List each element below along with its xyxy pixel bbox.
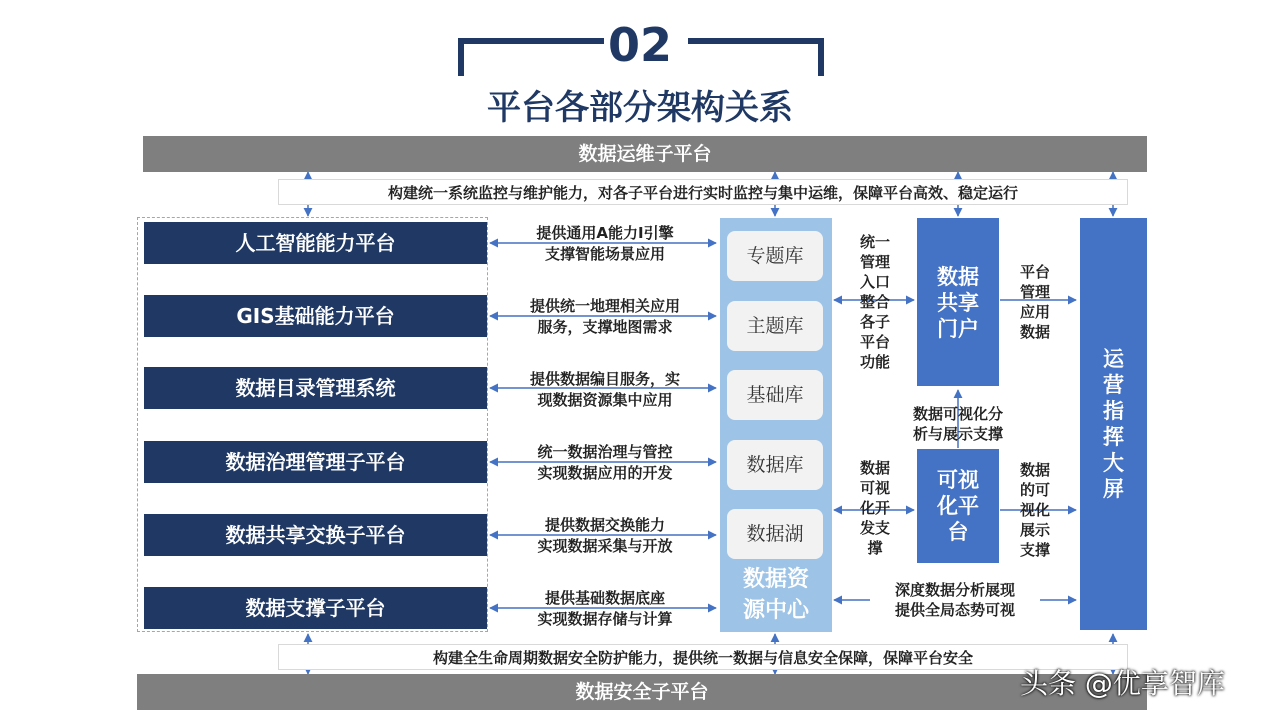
label-line: 化平 xyxy=(937,494,979,518)
text-line: 入口 xyxy=(859,273,890,291)
text-line: 可视 xyxy=(859,479,890,497)
text-line: 化开 xyxy=(859,499,890,517)
text-line: 各子 xyxy=(859,313,890,331)
text-line: 数据 xyxy=(859,459,890,477)
desc-catalog xyxy=(505,369,705,411)
watermark: 头条 @优享智库 xyxy=(1020,667,1225,700)
desc-ai xyxy=(505,223,705,265)
operations-command-screen xyxy=(1080,218,1147,630)
section-number: 02 xyxy=(607,18,672,72)
data-sharing-portal xyxy=(917,218,999,386)
label-line: 数据 xyxy=(937,265,979,289)
desc-exchange xyxy=(505,515,705,557)
label-line: 门户 xyxy=(937,317,979,341)
security-subplatform-band: 数据安全子平台 xyxy=(137,674,1147,710)
label-line: 指 xyxy=(1103,399,1124,423)
label-line: 台 xyxy=(947,520,969,544)
platform-support: 数据支撑子平台 xyxy=(144,587,487,629)
desc-line: 服务，支撑地图需求 xyxy=(537,318,673,336)
platform-ai: 人工智能能力平台 xyxy=(144,222,487,264)
deep-analysis-text xyxy=(870,580,1040,620)
desc-line: 提供数据编目服务，实 xyxy=(529,370,680,388)
text-line: 平台 xyxy=(1019,263,1050,281)
text-line: 析与展示支撑 xyxy=(912,425,1003,443)
portal-description xyxy=(852,232,898,372)
label-line: 挥 xyxy=(1103,425,1124,449)
text-line: 数据可视化分 xyxy=(912,405,1003,423)
text-line: 支撑 xyxy=(1019,541,1050,559)
resource-center-label xyxy=(720,564,832,626)
library-database: 数据库 xyxy=(727,440,823,490)
label-line: 共享 xyxy=(937,291,979,315)
text-line: 提供全局态势可视 xyxy=(894,601,1015,619)
label-line: 数据资 xyxy=(742,567,809,592)
desc-line: 现数据资源集中应用 xyxy=(537,391,673,409)
text-line: 平台 xyxy=(859,333,890,351)
label-line: 可视 xyxy=(937,468,979,492)
text-line: 管理 xyxy=(1019,283,1050,301)
desc-line: 提供通用A能力I引擎 xyxy=(536,224,674,242)
text-line: 展示 xyxy=(1019,521,1050,539)
library-subject: 主题库 xyxy=(727,301,823,351)
desc-governance xyxy=(505,442,705,484)
label-line: 营 xyxy=(1103,373,1124,397)
desc-line: 提供数据交换能力 xyxy=(544,516,665,534)
viz-support-text xyxy=(898,404,1018,444)
platform-group xyxy=(137,217,488,632)
platform-catalog: 数据目录管理系统 xyxy=(144,367,487,409)
text-line: 数据 xyxy=(1019,461,1050,479)
desc-line: 提供统一地理相关应用 xyxy=(529,297,680,315)
viz-display-text xyxy=(1010,460,1060,560)
desc-gis xyxy=(505,296,705,338)
visualization-platform xyxy=(917,449,999,563)
desc-support xyxy=(505,588,705,630)
label-line: 屏 xyxy=(1103,477,1124,501)
text-line: 深度数据分析展现 xyxy=(894,581,1015,599)
platform-data-text xyxy=(1010,262,1060,342)
ops-subplatform-band: 数据运维子平台 xyxy=(143,136,1147,172)
security-note: 构建全生命周期数据安全防护能力，提供统一数据与信息安全保障，保障平台安全 xyxy=(278,644,1128,670)
desc-line: 实现数据存储与计算 xyxy=(537,610,673,628)
text-line: 的可 xyxy=(1019,481,1050,499)
label-line: 运 xyxy=(1103,347,1124,371)
text-line: 发支 xyxy=(859,519,890,537)
text-line: 撑 xyxy=(867,539,883,557)
library-datalake: 数据湖 xyxy=(727,509,823,559)
desc-line: 实现数据应用的开发 xyxy=(537,464,673,482)
library-topic: 专题库 xyxy=(727,231,823,281)
library-base: 基础库 xyxy=(727,370,823,420)
text-line: 功能 xyxy=(859,353,890,371)
platform-governance: 数据治理管理子平台 xyxy=(144,441,487,483)
ops-note: 构建统一系统监控与维护能力，对各子平台进行实时监控与集中运维，保障平台高效、稳定运行 xyxy=(278,179,1128,205)
desc-line: 实现数据采集与开放 xyxy=(537,537,673,555)
text-line: 视化 xyxy=(1019,501,1050,519)
text-line: 管理 xyxy=(859,253,890,271)
page-title: 平台各部分架构关系 xyxy=(487,88,793,128)
label-line: 源中心 xyxy=(742,598,809,623)
platform-exchange: 数据共享交换子平台 xyxy=(144,514,487,556)
desc-line: 支撑智能场景应用 xyxy=(544,245,665,263)
platform-gis: GIS基础能力平台 xyxy=(144,295,487,337)
text-line: 整合 xyxy=(859,293,890,311)
text-line: 统一 xyxy=(859,233,890,251)
text-line: 数据 xyxy=(1019,323,1050,341)
viz-dev-text xyxy=(852,458,898,558)
label-line: 大 xyxy=(1103,451,1124,475)
text-line: 应用 xyxy=(1019,303,1050,321)
desc-line: 提供基础数据底座 xyxy=(544,589,665,607)
desc-line: 统一数据治理与管控 xyxy=(537,443,673,461)
